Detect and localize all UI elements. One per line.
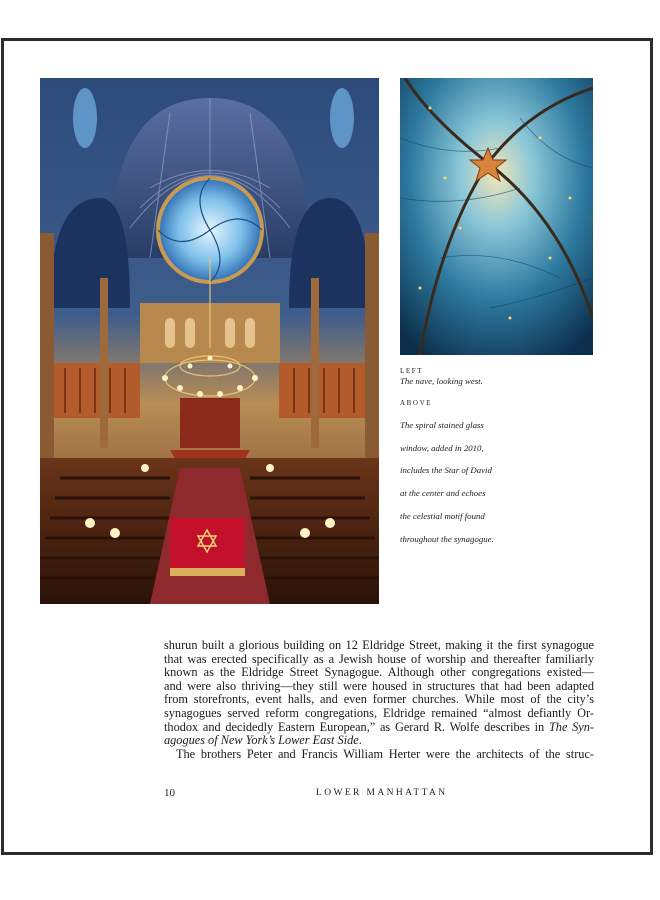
caption-above-line: The spiral stained glass [400, 419, 484, 430]
caption-above-text [400, 408, 595, 556]
body-line: that was erected specifically as a Jewish house of worship and thereafter familiarly [164, 651, 594, 666]
book-title-continued: agogues of New York’s Lower East Side [164, 733, 359, 748]
body-line: known as the Eldridge Street Synagogue. Although other congregations existed— [164, 665, 594, 680]
body-line: and were also thriving—they still were housed in structures that had been adapted [164, 678, 594, 693]
nave-illustration [40, 78, 379, 604]
caption-above-line: window, added in 2010, [400, 442, 484, 453]
caption-left-label: LEFT [400, 367, 424, 375]
body-line: agogues of New York’s Lower East Side. [164, 733, 362, 748]
body-line: The brothers Peter and Francis William Herter were the architects of the struc- [176, 746, 594, 761]
stained-glass-photo [400, 78, 593, 355]
caption-above-label: ABOVE [400, 399, 433, 408]
photo-captions [400, 367, 595, 569]
body-line: synagogues served reform congregations, Eldridge remained “almost defiantly Or- [164, 705, 594, 720]
caption-above-line: at the center and echoes [400, 488, 486, 499]
running-head: LOWER MANHATTAN [316, 788, 448, 798]
caption-above-line: the celestial motif found [400, 511, 485, 522]
body-line: shurun built a glorious building on 12 Eldridge Street, making it the first synagogue [164, 638, 594, 652]
book-title: The Syn- [548, 719, 594, 734]
body-text [164, 639, 594, 761]
caption-left-text: The nave, looking west. [400, 376, 483, 386]
stained-glass-illustration [400, 78, 593, 355]
nave-photo [40, 78, 379, 604]
body-line [164, 721, 594, 735]
body-line: from storefronts, event halls, and even former churches. While most of the city’s [164, 692, 594, 707]
page-number: 10 [164, 787, 175, 799]
caption-above-line: includes the Star of David [400, 465, 492, 476]
body-line-text: thodox and decidedly Eastern European,” as Gerard R. Wolfe describes in [164, 719, 549, 734]
caption-above-line: throughout the synagogue. [400, 533, 494, 544]
